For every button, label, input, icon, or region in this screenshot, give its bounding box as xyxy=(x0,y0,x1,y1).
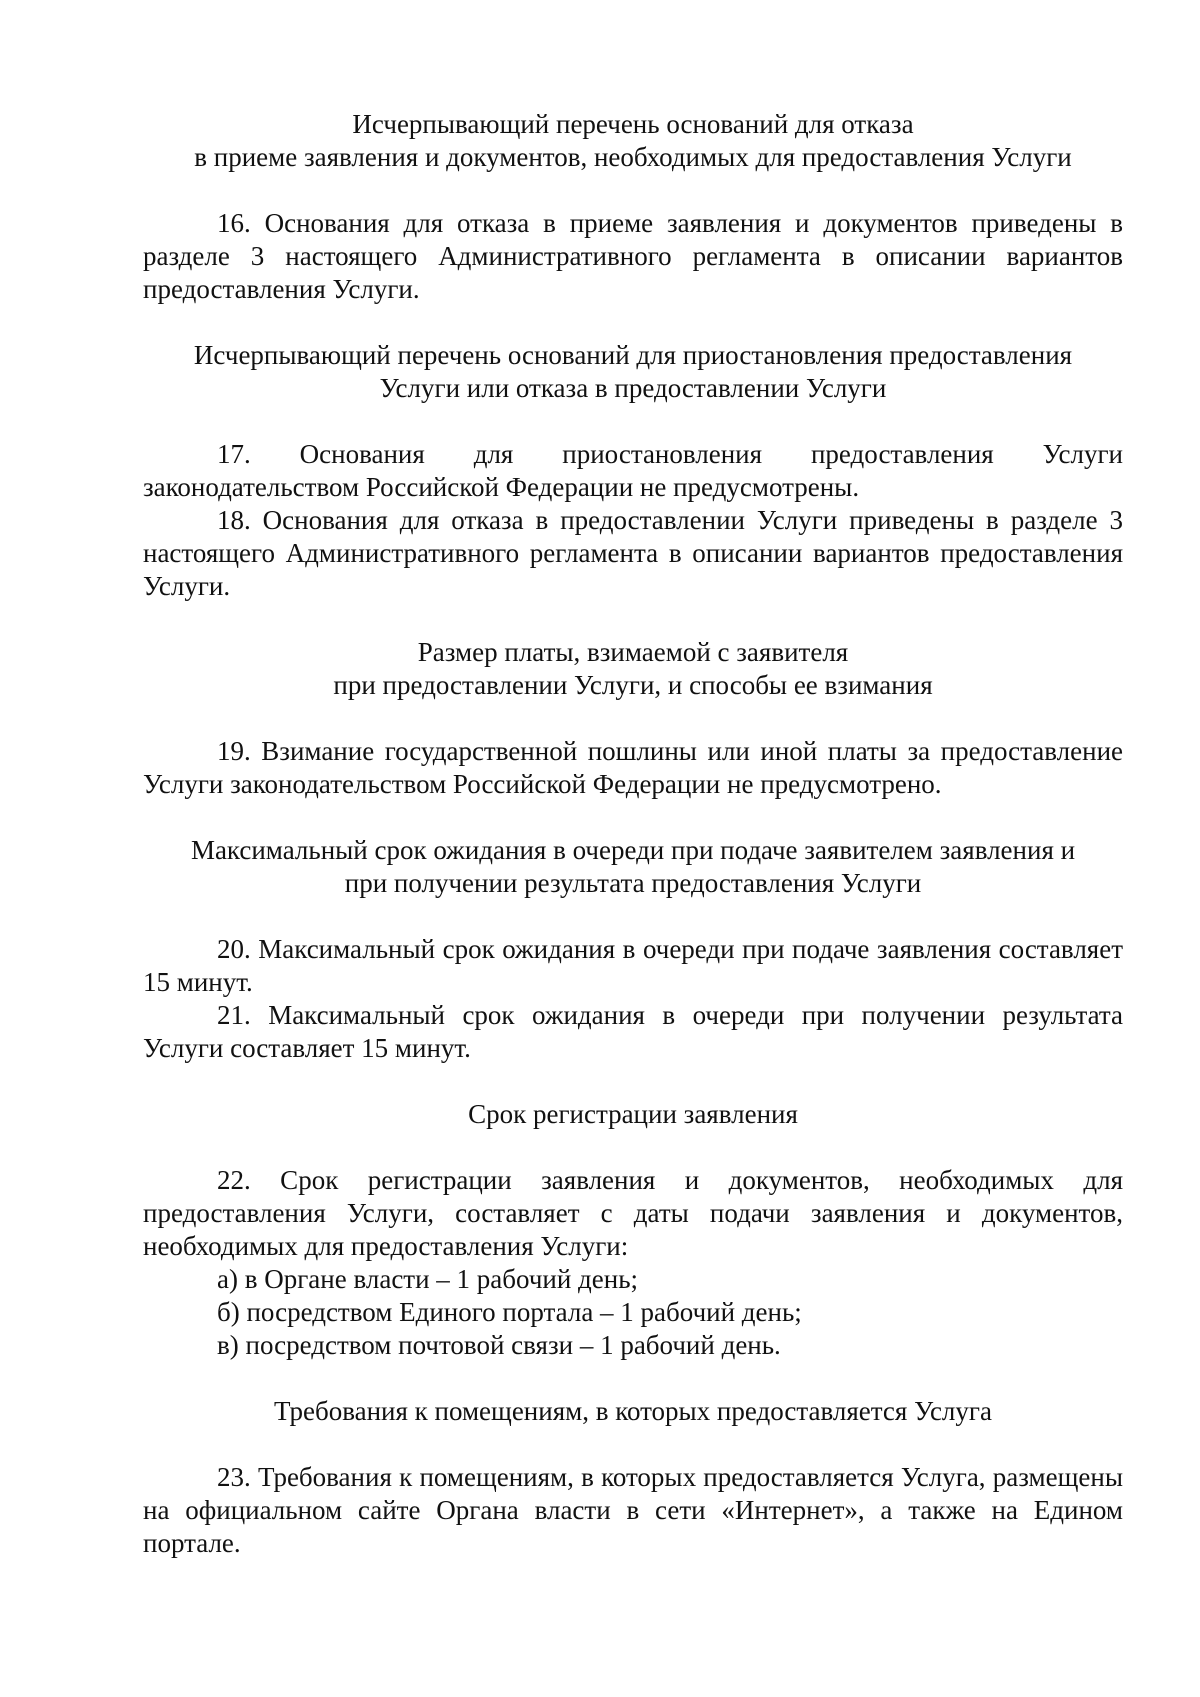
section-heading xyxy=(143,339,1123,405)
paragraph-22: 22. Срок регистрации заявления и документов, необходимых для предоставления Услуги, составляет с даты подачи заявления и документов, необходимых для предоставления Услуги: xyxy=(143,1165,1123,1261)
paragraph-19: 19. Взимание государственной пошлины или иной платы за предоставление Услуги законодательством Российской Федерации не предусмотрено. xyxy=(143,736,1123,799)
paragraph-20: 20. Максимальный срок ожидания в очереди при подаче заявления составляет 15 минут. xyxy=(143,934,1123,997)
paragraph-18: 18. Основания для отказа в предоставлении Услуги приведены в разделе 3 настоящего Административного регламента в описании вариантов предоставления Услуги. xyxy=(143,505,1123,601)
heading-line: Размер платы, взимаемой с заявителя xyxy=(417,637,849,667)
paragraph-23: 23. Требования к помещениям, в которых предоставляется Услуга, размещены на официальном сайте Органа власти в сети «Интернет», а также на Едином портале. xyxy=(143,1462,1123,1558)
heading-line: при получении результата предоставления Услуги xyxy=(344,868,922,898)
heading-line: Срок регистрации заявления xyxy=(468,1099,798,1129)
heading-line: Требования к помещениям, в которых предоставляется Услуга xyxy=(274,1396,992,1426)
section-heading xyxy=(143,636,1123,702)
heading-line: Максимальный срок ожидания в очереди при подаче заявителем заявления и xyxy=(190,835,1076,865)
paragraph-21: 21. Максимальный срок ожидания в очереди при получении результата Услуги составляет 15 минут. xyxy=(143,1000,1123,1063)
paragraph-16: 16. Основания для отказа в приеме заявления и документов приведены в разделе 3 настоящего Административного регламента в описании вариантов предоставления Услуги. xyxy=(143,208,1123,304)
section-heading xyxy=(143,834,1123,900)
heading-line: при предоставлении Услуги, и способы ее взимания xyxy=(333,670,933,700)
paragraph-17: 17. Основания для приостановления предоставления Услуги законодательством Российской Федерации не предусмотрены. xyxy=(143,439,1123,502)
document-page xyxy=(143,108,1123,1560)
section-heading xyxy=(143,1098,1123,1131)
heading-line: Исчерпывающий перечень оснований для приостановления предоставления xyxy=(193,340,1073,370)
section-heading xyxy=(143,1395,1123,1428)
list-item: в) посредством почтовой связи – 1 рабочий день. xyxy=(217,1330,781,1360)
heading-line: Исчерпывающий перечень оснований для отказа xyxy=(352,109,914,139)
list-item: а) в Органе власти – 1 рабочий день; xyxy=(217,1264,639,1294)
heading-line: Услуги или отказа в предоставлении Услуги xyxy=(379,373,887,403)
list-item: б) посредством Единого портала – 1 рабочий день; xyxy=(217,1297,802,1327)
section-heading xyxy=(143,108,1123,174)
heading-line: в приеме заявления и документов, необходимых для предоставления Услуги xyxy=(194,142,1072,172)
